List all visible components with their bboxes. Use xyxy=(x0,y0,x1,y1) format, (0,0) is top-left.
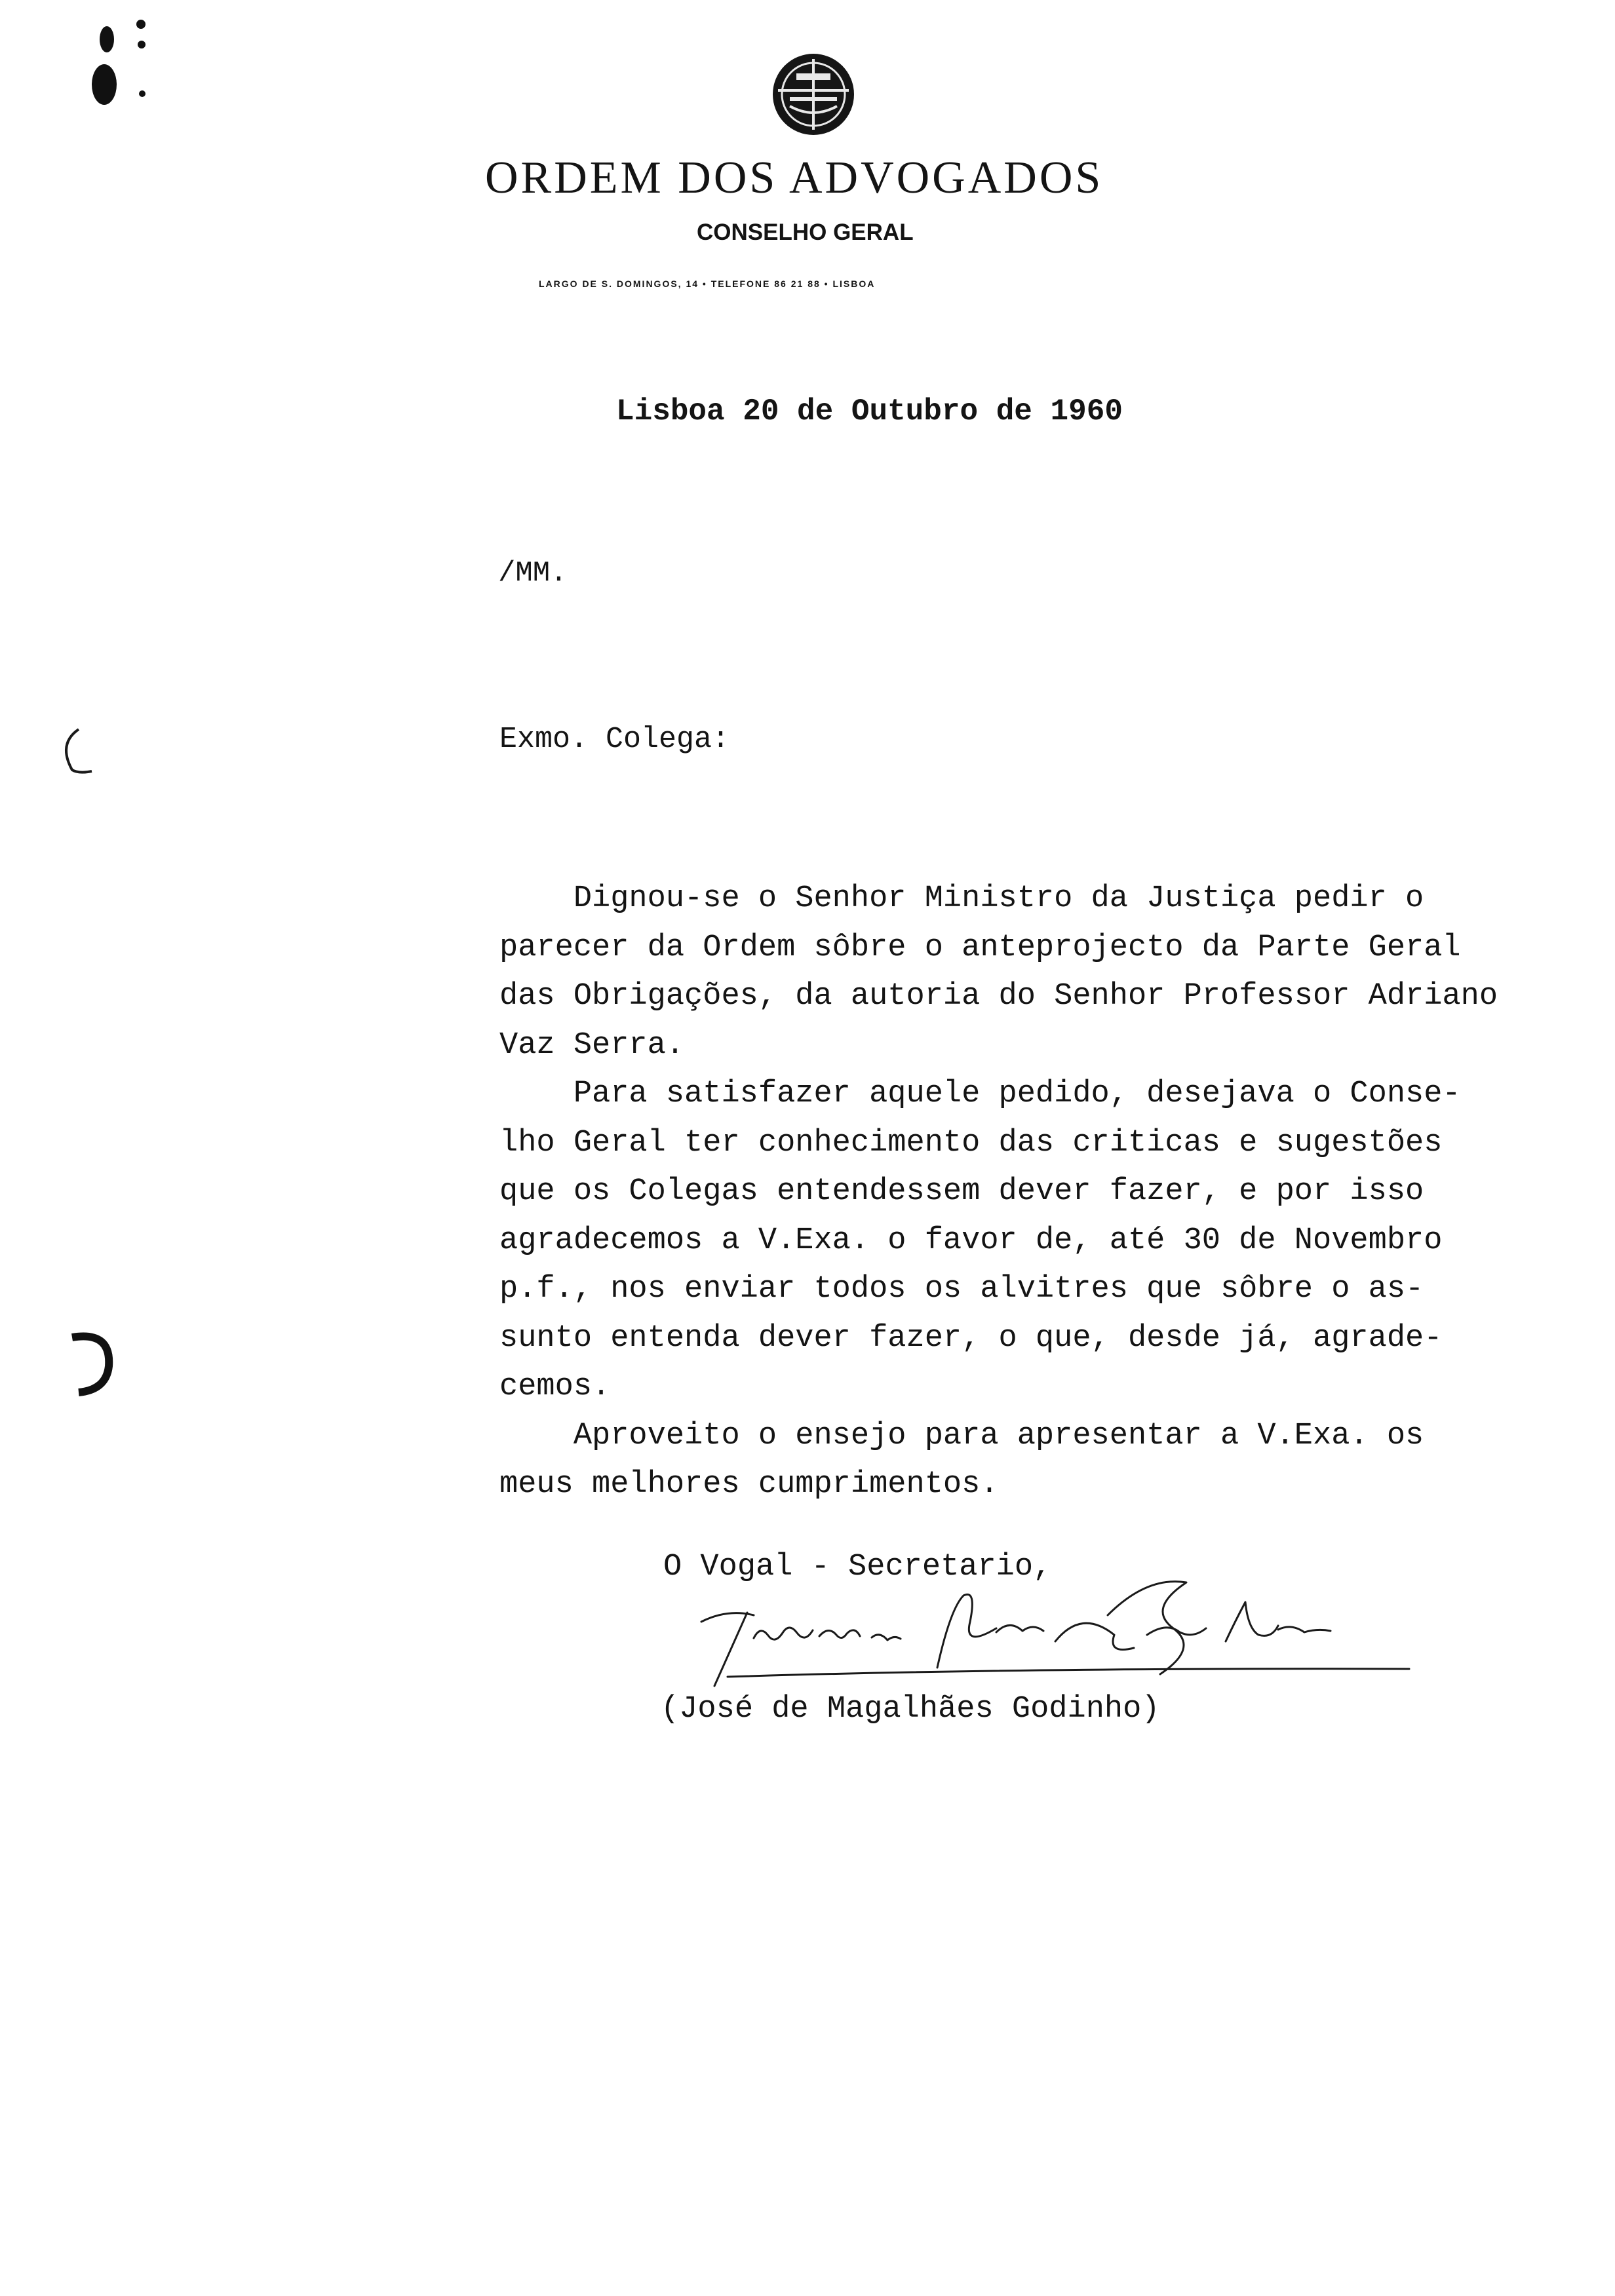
signatory-name: (José de Magalhães Godinho) xyxy=(661,1692,1160,1727)
body-line: Vaz Serra. xyxy=(499,1027,685,1063)
body-line: que os Colegas entendessem dever fazer, e por isso xyxy=(499,1174,1424,1209)
body-line: parecer da Ordem sôbre o anteprojecto da Parte Geral xyxy=(499,930,1461,965)
body-line: p.f., nos enviar todos os alvitres que sôbre o as- xyxy=(499,1272,1424,1307)
reference: /MM. xyxy=(498,557,568,590)
body-line: sunto entenda dever fazer, o que, desde já, agrade- xyxy=(499,1320,1443,1356)
hole-punch-mark xyxy=(52,724,98,776)
body-line: agradecemos a V.Exa. o favor de, até 30 de Novembro xyxy=(499,1223,1443,1258)
body-line: das Obrigações, da autoria do Senhor Professor Adriano xyxy=(499,979,1498,1014)
salutation: Exmo. Colega: xyxy=(499,723,730,756)
signature-image xyxy=(688,1569,1416,1694)
letterhead-address: LARGO DE S. DOMINGOS, 14 • TELEFONE 86 21 88 • LISBOA xyxy=(539,278,876,289)
date-line: Lisboa 20 de Outubro de 1960 xyxy=(616,394,1123,429)
letter-body xyxy=(499,875,1607,1510)
emblem-icon xyxy=(770,51,857,138)
closing: O Vogal - Secretario, xyxy=(663,1550,1052,1584)
body-line: lho Geral ter conhecimento das criticas e sugestões xyxy=(499,1125,1443,1160)
body-line: cemos. xyxy=(499,1369,611,1404)
body-line: Dignou-se o Senhor Ministro da Justiça pedir o xyxy=(499,881,1424,916)
council-name: CONSELHO GERAL xyxy=(697,220,914,245)
organization-name: ORDEM DOS ADVOGADOS xyxy=(485,153,1104,203)
body-line: Aproveito o ensejo para apresentar a V.Exa. os xyxy=(499,1418,1424,1453)
hole-punch-mark xyxy=(66,1327,125,1406)
body-line: Para satisfazer aquele pedido, desejava o Conse- xyxy=(499,1077,1461,1111)
body-line: meus melhores cumprimentos. xyxy=(499,1467,999,1502)
